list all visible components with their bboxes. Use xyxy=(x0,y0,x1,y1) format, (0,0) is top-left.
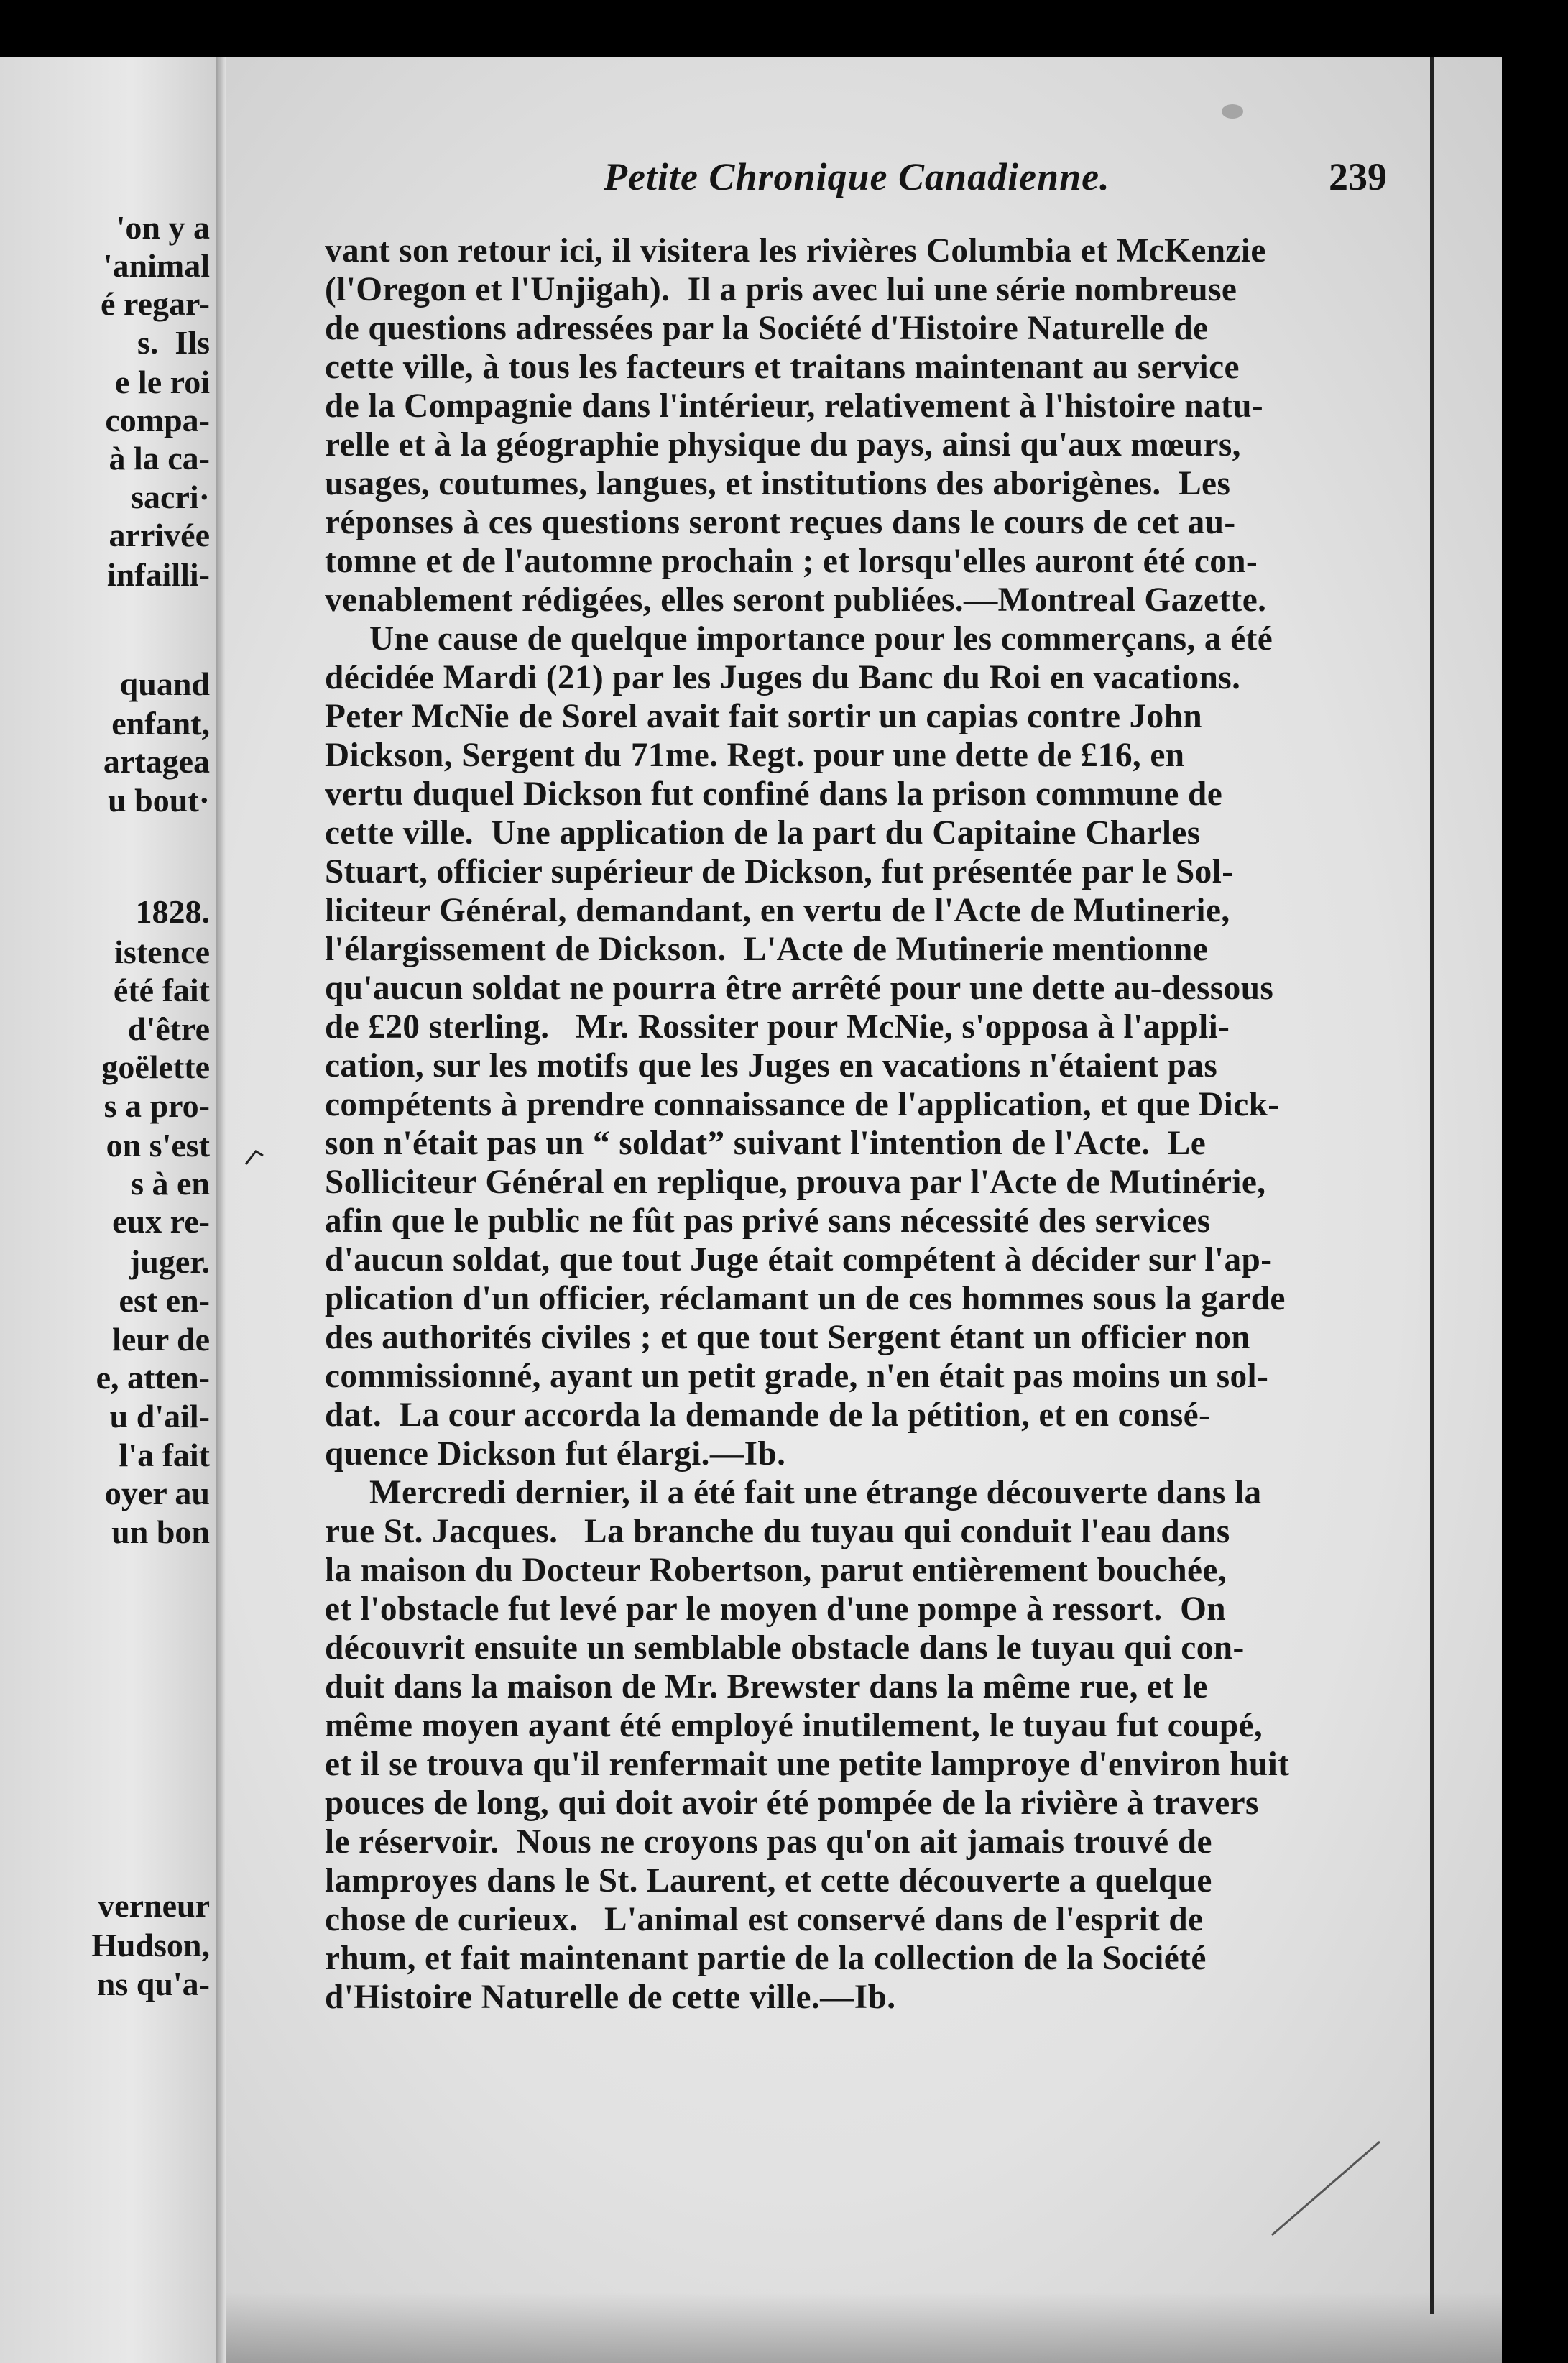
left-page-fragment: compa- xyxy=(105,402,210,438)
text-line: lamproyes dans le St. Laurent, et cette découverte a quelque xyxy=(325,1862,1212,1899)
ink-smudge xyxy=(1222,104,1243,119)
left-page-fragment: arrivée xyxy=(109,517,210,553)
text-line: (l'Oregon et l'Unjigah). Il a pris avec lui une série nombreuse xyxy=(325,271,1237,308)
text-line: le réservoir. Nous ne croyons pas qu'on ait jamais trouvé de xyxy=(325,1823,1212,1861)
left-page-fragment: d'être xyxy=(127,1010,210,1047)
left-page-fragment: istence xyxy=(114,934,210,970)
text-line: des authorités civiles ; et que tout Sergent étant un officier non xyxy=(325,1319,1250,1356)
text-line: chose de curieux. L'animal est conservé dans de l'esprit de xyxy=(325,1901,1204,1938)
text-line: quence Dickson fut élargi.—Ib. xyxy=(325,1435,786,1473)
article-text xyxy=(325,231,1391,2017)
left-page-fragment: u d'ail- xyxy=(109,1398,210,1434)
left-page xyxy=(0,57,220,2363)
left-page-fragment: juger. xyxy=(129,1243,210,1280)
left-page-fragment: leur de xyxy=(112,1321,210,1358)
text-line: décidée Mardi (21) par les Juges du Banc du Roi en vacations. xyxy=(325,659,1241,696)
text-line: duit dans la maison de Mr. Brewster dans la même rue, et le xyxy=(325,1668,1208,1705)
left-page-fragment: s a pro- xyxy=(103,1087,210,1124)
left-page-fragment: quand xyxy=(119,665,210,702)
left-page-fragment: Hudson, xyxy=(91,1927,210,1963)
text-line: vertu duquel Dickson fut confiné dans la prison commune de xyxy=(325,775,1223,813)
text-line: de questions adressées par la Société d'Histoire Naturelle de xyxy=(325,310,1209,347)
text-line: cation, sur les motifs que les Juges en vacations n'étaient pas xyxy=(325,1047,1218,1084)
left-page-fragment: e le roi xyxy=(115,364,210,400)
left-page-fragment: l'a fait xyxy=(119,1437,210,1473)
left-page-fragment: enfant, xyxy=(111,705,210,742)
left-page-fragment: 'on y a xyxy=(116,209,210,246)
left-page-fragment: verneur xyxy=(98,1887,210,1924)
scan-border-top xyxy=(0,0,1568,57)
text-line: cette ville, à tous les facteurs et traitans maintenant au service xyxy=(325,349,1240,386)
pencil-stroke-mark xyxy=(1265,2127,1408,2242)
text-line: Peter McNie de Sorel avait fait sortir un capias contre John xyxy=(325,698,1203,735)
text-line: et il se trouva qu'il renfermait une petite lamproye d'environ huit xyxy=(325,1746,1290,1783)
text-line: découvrit ensuite un semblable obstacle dans le tuyau qui con- xyxy=(325,1629,1245,1667)
text-line: Mercredi dernier, il a été fait une étrange découverte dans la xyxy=(369,1474,1262,1511)
left-page-fragment: s à en xyxy=(131,1165,210,1202)
left-page-fragment: 1828. xyxy=(135,893,210,930)
left-page-fragment: infailli- xyxy=(106,556,210,593)
left-page-fragment: s. Ils xyxy=(137,324,210,361)
text-line: tomne et de l'automne prochain ; et lorsqu'elles auront été con- xyxy=(325,543,1258,580)
text-line: son n'était pas un “ soldat” suivant l'intention de l'Acte. Le xyxy=(325,1125,1207,1162)
left-page-fragment: artagea xyxy=(103,743,210,780)
left-page-fragment: été fait xyxy=(113,972,210,1008)
text-line: de la Compagnie dans l'intérieur, relativement à l'histoire natu- xyxy=(325,387,1264,425)
left-page-fragment: un bon xyxy=(111,1514,210,1550)
left-page-fragment: oyer au xyxy=(104,1475,210,1511)
page-number: 239 xyxy=(1329,155,1387,198)
page-header xyxy=(604,155,1408,212)
left-page-fragment: goëlette xyxy=(101,1049,210,1085)
text-line: la maison du Docteur Robertson, parut entièrement bouchée, xyxy=(325,1552,1227,1589)
text-line: même moyen ayant été employé inutilement, le tuyau fut coupé, xyxy=(325,1707,1263,1744)
left-page-fragment: u bout· xyxy=(108,782,210,819)
text-line: compétents à prendre connaissance de l'application, et que Dick- xyxy=(325,1086,1280,1123)
text-line: Solliciteur Général en replique, prouva par l'Acte de Mutinérie, xyxy=(325,1164,1266,1201)
running-title: Petite Chronique Canadienne. xyxy=(604,155,1110,198)
left-page-fragment: on s'est xyxy=(106,1127,210,1164)
text-line: dat. La cour accorda la demande de la pétition, et en consé- xyxy=(325,1396,1211,1434)
left-page-fragment: 'animal xyxy=(103,247,210,284)
text-line: de £20 sterling. Mr. Rossiter pour McNie, s'opposa à l'appli- xyxy=(325,1008,1230,1046)
text-line: pouces de long, qui doit avoir été pompée de la rivière à travers xyxy=(325,1784,1259,1822)
page-edge xyxy=(1430,57,1434,2314)
text-line: l'élargissement de Dickson. L'Acte de Mutinerie mentionne xyxy=(325,931,1209,968)
text-line: Stuart, officier supérieur de Dickson, fut présentée par le Sol- xyxy=(325,853,1234,890)
text-line: venablement rédigées, elles seront publiées.—Montreal Gazette. xyxy=(325,581,1267,619)
text-line: usages, coutumes, langues, et institutions des aborigènes. Les xyxy=(325,465,1231,502)
margin-tick-mark xyxy=(241,1143,270,1171)
book-gutter xyxy=(216,57,226,2363)
left-page-fragment: e, atten- xyxy=(96,1359,210,1396)
text-line: relle et à la géographie physique du pays, ainsi qu'aux mœurs, xyxy=(325,426,1241,464)
left-page-fragment: é regar- xyxy=(101,285,210,322)
text-line: vant son retour ici, il visitera les rivières Columbia et McKenzie xyxy=(325,232,1266,270)
text-line: réponses à ces questions seront reçues dans le cours de cet au- xyxy=(325,504,1236,541)
text-line: Une cause de quelque importance pour les commerçans, a été xyxy=(369,620,1273,658)
text-line: d'aucun soldat, que tout Juge était compétent à décider sur l'ap- xyxy=(325,1241,1273,1279)
left-page-fragment: sacri· xyxy=(131,479,210,515)
left-page-fragment: est en- xyxy=(119,1282,210,1319)
text-line: d'Histoire Naturelle de cette ville.—Ib. xyxy=(325,1979,896,2016)
left-page-fragment: à la ca- xyxy=(109,440,210,476)
text-line: afin que le public ne fût pas privé sans nécessité des services xyxy=(325,1202,1211,1240)
text-line: commissionné, ayant un petit grade, n'en était pas moins un sol- xyxy=(325,1358,1269,1395)
text-line: liciteur Général, demandant, en vertu de l'Acte de Mutinerie, xyxy=(325,892,1230,929)
left-page-fragment: eux re- xyxy=(112,1203,210,1240)
left-page-fragment: ns qu'a- xyxy=(96,1966,210,2002)
text-line: rhum, et fait maintenant partie de la collection de la Société xyxy=(325,1940,1207,1977)
scan-border-right xyxy=(1502,0,1568,2363)
text-line: qu'aucun soldat ne pourra être arrêté pour une dette au-dessous xyxy=(325,969,1274,1007)
text-line: rue St. Jacques. La branche du tuyau qui conduit l'eau dans xyxy=(325,1513,1230,1550)
page-bottom-shadow xyxy=(226,2293,1502,2363)
text-line: Dickson, Sergent du 71me. Regt. pour une dette de £16, en xyxy=(325,737,1185,774)
text-line: cette ville. Une application de la part du Capitaine Charles xyxy=(325,814,1201,852)
text-line: plication d'un officier, réclamant un de ces hommes sous la garde xyxy=(325,1280,1286,1317)
text-line: et l'obstacle fut levé par le moyen d'une pompe à ressort. On xyxy=(325,1590,1226,1628)
